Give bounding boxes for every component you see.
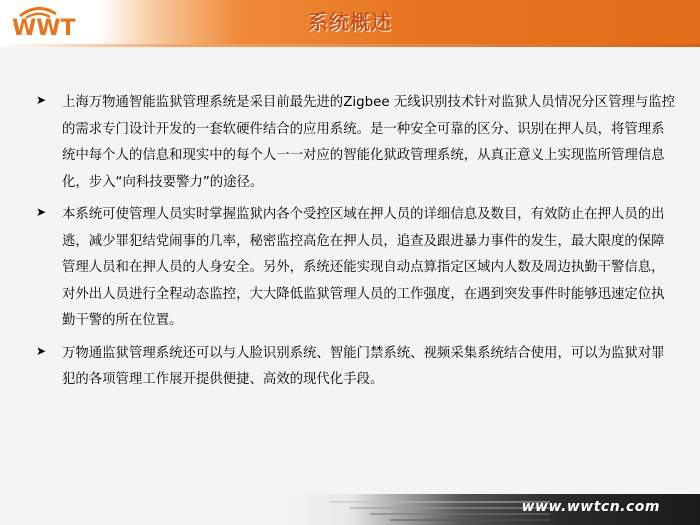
list-item [36, 202, 676, 335]
content-list [36, 90, 676, 400]
bullet-text: 本系统可使管理人员实时掌握监狱内各个受控区域在押人员的详细信息及数目，有效防止在押人员的出逃，减少罪犯结党闹事的几率，秘密监控高危在押人员，追查及跟进暴力事件的发生，最大限度的保障管理人员和在押人员的人身安全。另外，系统还能实现自动点算指定区域内人数及周边执勤干警信息，对外出人员进行全程动态监控，大大降低监狱管理人员的工作强度，在遇到突发事件时能够迅速定位执勤干警的所在位置。 [62, 207, 665, 328]
header-strip [0, 44, 700, 47]
page-title: 系统概述 [308, 10, 392, 34]
bullet-text: 万物通监狱管理系统还可以与人脸识别系统、智能门禁系统、视频采集系统结合使用，可以为监狱对罪犯的各项管理工作展开提供便捷、高效的现代化手段。 [62, 345, 665, 387]
footer-url[interactable]: www.wwtcn.com [521, 499, 660, 515]
arrow-bullet-icon: ➤ [36, 93, 47, 107]
bullet-text: 上海万物通智能监狱管理系统是采目前最先进的Zigbee 无线识别技术针对监狱人员情况分区管理与监控的需求专门设计开发的一套软硬件结合的应用系统。是一种安全可靠的区分、识别在押人员，将管理系统中每个人的信息和现实中的每个人一一对应的智能化狱政管理系统，从真正意义上实现监所管理信息化，步入“向科技要警力”的途径。 [62, 95, 676, 190]
list-item [36, 90, 676, 196]
arrow-bullet-icon: ➤ [36, 205, 47, 219]
arrow-bullet-icon: ➤ [36, 343, 47, 358]
logo-text: WWT [12, 16, 76, 38]
list-item [36, 341, 676, 394]
footer-stripes [330, 494, 550, 525]
wwt-logo [8, 4, 108, 38]
header-banner [0, 0, 700, 44]
